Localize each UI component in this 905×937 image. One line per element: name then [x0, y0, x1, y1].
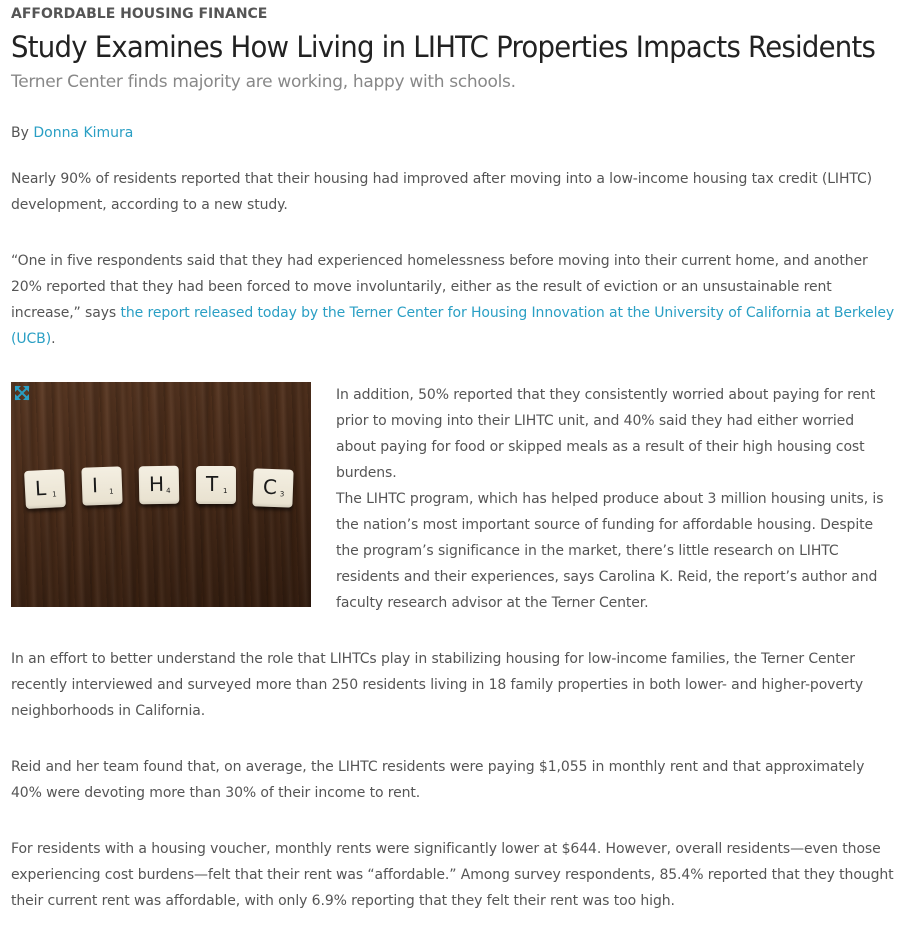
tile-char: I — [91, 473, 99, 498]
tile-points: 1 — [223, 487, 228, 495]
tile-char: C — [262, 474, 278, 500]
byline-prefix: By — [11, 125, 34, 141]
tile-points: 4 — [166, 486, 171, 495]
tile-points: 1 — [109, 487, 114, 496]
tile-letter — [196, 466, 236, 504]
tile-letter — [252, 468, 293, 507]
paragraph-1: Nearly 90% of residents reported that their housing had improved after moving into a low-income housing tax credit (LIHTC) development, according to a new study. — [11, 171, 873, 213]
expand-icon[interactable] — [14, 385, 30, 401]
report-link[interactable]: the report released today by the Terner Center for Housing Innovation at the University of California at Berkeley (UCB) — [11, 305, 895, 347]
tile-points: 1 — [52, 490, 57, 499]
paragraph-6: For residents with a housing voucher, monthly rents were significantly lower at $644. However, overall residents—even those experiencing cost burdens—felt that their rent was “affordable.” Among survey respondents, 85.4% reported that they thought their current rent was affordable, with only 6.9% reporting that they felt their rent was too high. — [11, 841, 894, 909]
paragraph-4: In an effort to better understand the role that LIHTCs play in stabilizing housing for low-income families, the Terner Center recently interviewed and surveyed more than 250 residents living in 18 family properties in both lower- and higher-poverty neighborhoods in California. — [11, 651, 864, 719]
tile-char: L — [34, 475, 47, 501]
tile-char: H — [148, 471, 165, 497]
paragraph-side-2: The LIHTC program, which has helped produce about 3 million housing units, is the nation’s most important source of funding for affordable housing. Despite the program’s significance in the market, there’s little research on LIHTC residents and their experiences, says Carolina K. Reid, the report’s author and faculty research advisor at the Terner Center. — [336, 491, 884, 611]
media-row — [11, 382, 895, 616]
author-link[interactable]: Donna Kimura — [33, 125, 134, 141]
article-headline: Study Examines How Living in LIHTC Properties Impacts Residents — [11, 30, 876, 64]
paragraph-side-1: In addition, 50% reported that they consistently worried about paying for rent prior to moving into their LIHTC unit, and 40% said they had either worried about paying for food or skipped meals as a result of their high housing cost burdens. — [336, 387, 876, 481]
tile-letter — [24, 469, 66, 509]
byline — [11, 123, 895, 143]
tile-letter — [139, 466, 180, 505]
article-subhead: Terner Center finds majority are working, happy with schools. — [11, 72, 516, 92]
side-text — [336, 382, 895, 616]
article — [0, 6, 895, 914]
scrabble-tiles — [11, 464, 311, 514]
tile-points: 3 — [279, 490, 285, 499]
lihtc-scrabble-photo[interactable] — [11, 382, 311, 607]
paragraph-2-text: “One in five respondents said that they had experienced homelessness before moving into their current home, and another 20% reported that they had been forced to move involuntarily, either as the result of eviction or an unsustainable rent increase,” says — [11, 253, 868, 321]
tile-char: T — [206, 472, 219, 496]
tile-letter — [81, 466, 122, 505]
paragraph-2 — [11, 248, 895, 352]
paragraph-2-end: . — [51, 331, 56, 347]
paragraph-5: Reid and her team found that, on average, the LIHTC residents were paying $1,055 in monthly rent and that approximately 40% were devoting more than 30% of their income to rent. — [11, 759, 865, 801]
section-kicker[interactable]: AFFORDABLE HOUSING FINANCE — [11, 6, 268, 22]
